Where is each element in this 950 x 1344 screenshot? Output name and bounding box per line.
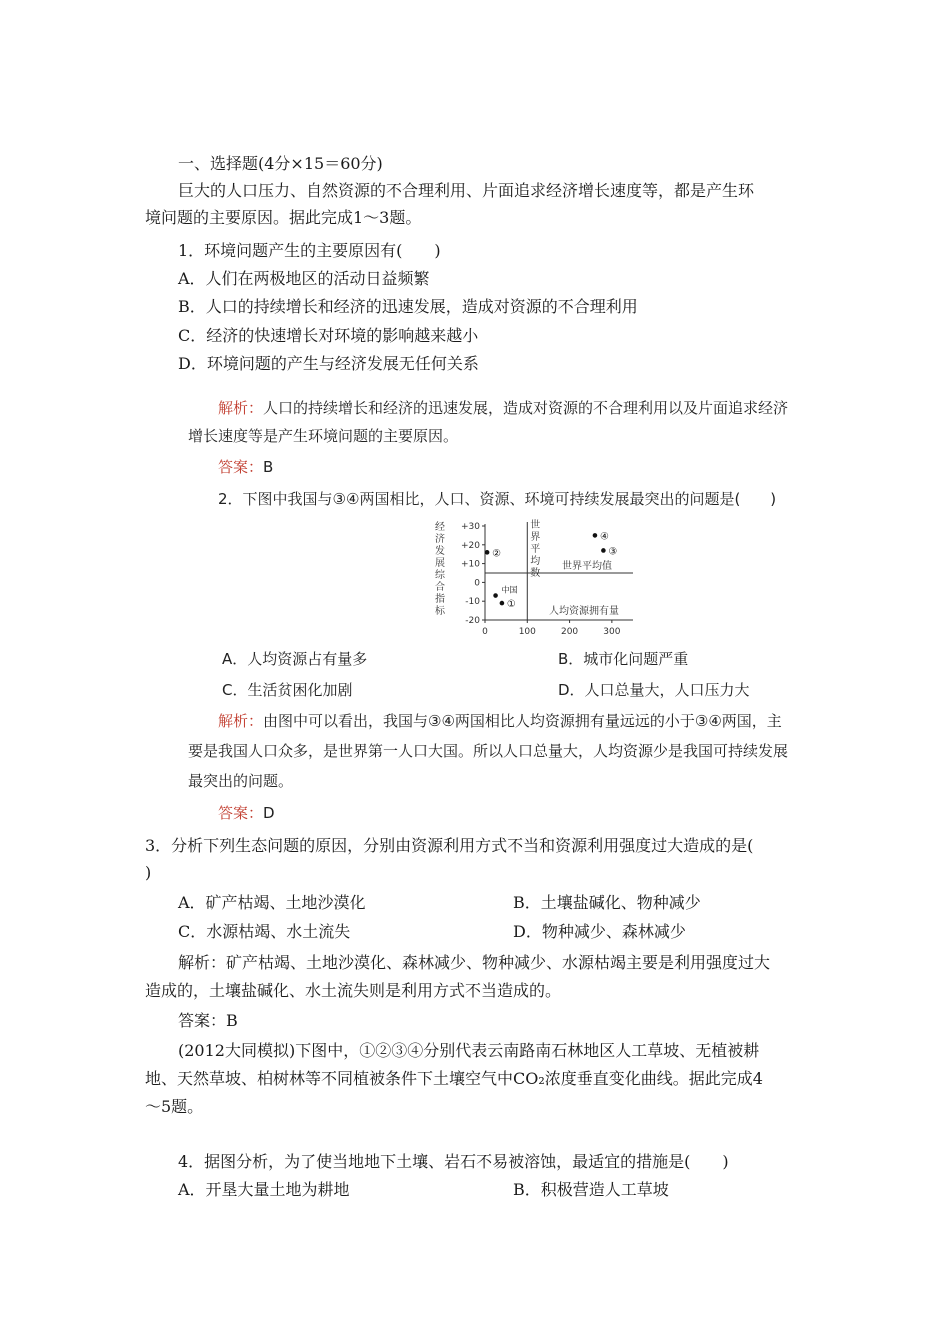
question-1-analysis-cont: 增长速度等是产生环境问题的主要原因。 xyxy=(188,427,459,445)
x-tick-label: 0 xyxy=(482,627,488,637)
y-tick-label: +20 xyxy=(461,540,480,551)
question-3-stem: 3．分析下列生态问题的原因，分别由资源利用方式不当和资源利用强度过大造成的是( xyxy=(145,836,754,855)
question-3-answer: 答案：B xyxy=(178,1011,238,1030)
data-point xyxy=(601,548,606,553)
data-point-label: ④ xyxy=(599,531,609,543)
question-4-option-b: B．积极营造人工草坡 xyxy=(513,1180,669,1199)
x-tick-label: 300 xyxy=(603,627,621,637)
x-tick-label: 100 xyxy=(518,627,536,637)
intro-paragraph-line: 境问题的主要原因。据此完成1～3题。 xyxy=(145,208,422,227)
section-heading: 一、选择题(4分×15＝60分) xyxy=(178,154,383,173)
question-2-stem: 2．下图中我国与③④两国相比，人口、资源、环境可持续发展最突出的问题是( ) xyxy=(218,490,777,508)
y-tick-label: +10 xyxy=(461,559,480,570)
question-1-option-d: D．环境问题的产生与经济发展无任何关系 xyxy=(178,354,479,373)
data-point xyxy=(485,550,490,555)
world-average-label-char: 平 xyxy=(530,544,541,555)
y-axis-label-char: 综 xyxy=(435,570,445,581)
question-3-stem-cont: ) xyxy=(145,863,152,882)
question-1-stem: 1．环境问题产生的主要原因有( ) xyxy=(178,241,441,260)
y-axis-label-char: 发 xyxy=(435,546,445,557)
question-2-answer xyxy=(218,802,275,824)
world-average-label-char: 界 xyxy=(530,532,541,543)
answer-label: 答案： xyxy=(218,458,264,476)
data-point xyxy=(500,601,505,606)
question-2-analysis-cont: 要是我国人口众多，是世界第一人口大国。所以人口总量大，人均资源少是我国可持续发展 xyxy=(188,742,789,760)
answer-label: 答案： xyxy=(218,804,264,822)
y-axis-label-char: 合 xyxy=(435,582,445,593)
intro-paragraph-line: 地、天然草坡、柏树林等不同植被条件下土壤空气中CO₂浓度垂直变化曲线。据此完成4 xyxy=(145,1069,763,1088)
data-point-label: 中国 xyxy=(501,585,518,595)
data-point xyxy=(493,593,498,598)
y-axis-label-char: 展 xyxy=(435,558,445,569)
question-1-analysis xyxy=(218,397,788,419)
question-3-option-d: D．物种减少、森林减少 xyxy=(513,922,686,941)
x-axis-label: 人均资源拥有量 xyxy=(549,606,619,617)
world-average-value-label: 世界平均值 xyxy=(562,561,612,572)
data-point xyxy=(593,533,598,538)
question-3-option-a: A．矿产枯竭、土地沙漠化 xyxy=(178,893,366,912)
intro-paragraph-line: 巨大的人口压力、自然资源的不合理利用、片面追求经济增长速度等，都是产生环 xyxy=(178,181,755,200)
question-2-option-c: C．生活贫困化加剧 xyxy=(222,681,353,699)
y-axis-label-char: 经 xyxy=(435,522,445,533)
question-1-option-b: B．人口的持续增长和经济的迅速发展，造成对资源的不合理利用 xyxy=(178,297,638,316)
data-point-label: ② xyxy=(492,548,502,560)
world-average-label-char: 数 xyxy=(530,568,541,579)
data-point-label: ① xyxy=(506,599,516,611)
data-point-label: ③ xyxy=(608,546,618,558)
question-1-option-c: C．经济的快速增长对环境的影响越来越小 xyxy=(178,326,479,345)
y-tick-label: -10 xyxy=(465,597,480,608)
question-3-analysis: 解析：矿产枯竭、土地沙漠化、森林减少、物种减少、水源枯竭主要是利用强度过大 xyxy=(178,953,771,972)
question-1-option-a: A．人们在两极地区的活动日益频繁 xyxy=(178,269,430,288)
answer-value: D xyxy=(263,804,275,822)
analysis-text: 人口的持续增长和经济的迅速发展，造成对资源的不合理利用以及片面追求经济 xyxy=(263,399,789,417)
y-tick-label: 0 xyxy=(474,578,480,589)
question-2-option-a: A．人均资源占有量多 xyxy=(222,650,368,668)
answer-value: B xyxy=(263,458,274,476)
question-2-option-d: D．人口总量大，人口压力大 xyxy=(558,681,750,699)
question-2-option-b: B．城市化问题严重 xyxy=(558,650,689,668)
analysis-label: 解析： xyxy=(218,712,264,730)
world-average-label-char: 世 xyxy=(530,520,541,531)
y-axis-label-char: 指 xyxy=(435,594,445,605)
question-2-analysis xyxy=(218,710,782,732)
x-tick-label: 200 xyxy=(560,627,579,637)
question-2-analysis-cont: 最突出的问题。 xyxy=(188,772,294,790)
intro-paragraph-line: ～5题。 xyxy=(145,1097,204,1116)
world-average-label-char: 均 xyxy=(530,556,541,567)
analysis-text: 由图中可以看出，我国与③④两国相比人均资源拥有量远远的小于③④两国，主 xyxy=(263,712,782,730)
scatter-chart xyxy=(428,514,648,644)
question-4-option-a: A．开垦大量土地为耕地 xyxy=(178,1180,350,1199)
question-3-option-c: C．水源枯竭、水土流失 xyxy=(178,922,351,941)
analysis-label: 解析： xyxy=(218,399,264,417)
y-axis-label-char: 标 xyxy=(435,606,445,617)
question-4-stem: 4．据图分析，为了使当地地下土壤、岩石不易被溶蚀，最适宜的措施是( ) xyxy=(178,1152,729,1171)
question-3-option-b: B．土壤盐碱化、物种减少 xyxy=(513,893,701,912)
y-tick-label: -20 xyxy=(465,616,480,626)
question-1-answer xyxy=(218,456,273,478)
question-3-analysis-cont: 造成的，土壤盐碱化、水土流失则是利用方式不当造成的。 xyxy=(145,981,562,1000)
intro-paragraph-line: (2012大同模拟)下图中，①②③④分别代表云南路南石林地区人工草坡、无植被耕 xyxy=(178,1041,760,1060)
y-tick-label: +30 xyxy=(461,522,480,532)
y-axis-label-char: 济 xyxy=(435,534,445,545)
